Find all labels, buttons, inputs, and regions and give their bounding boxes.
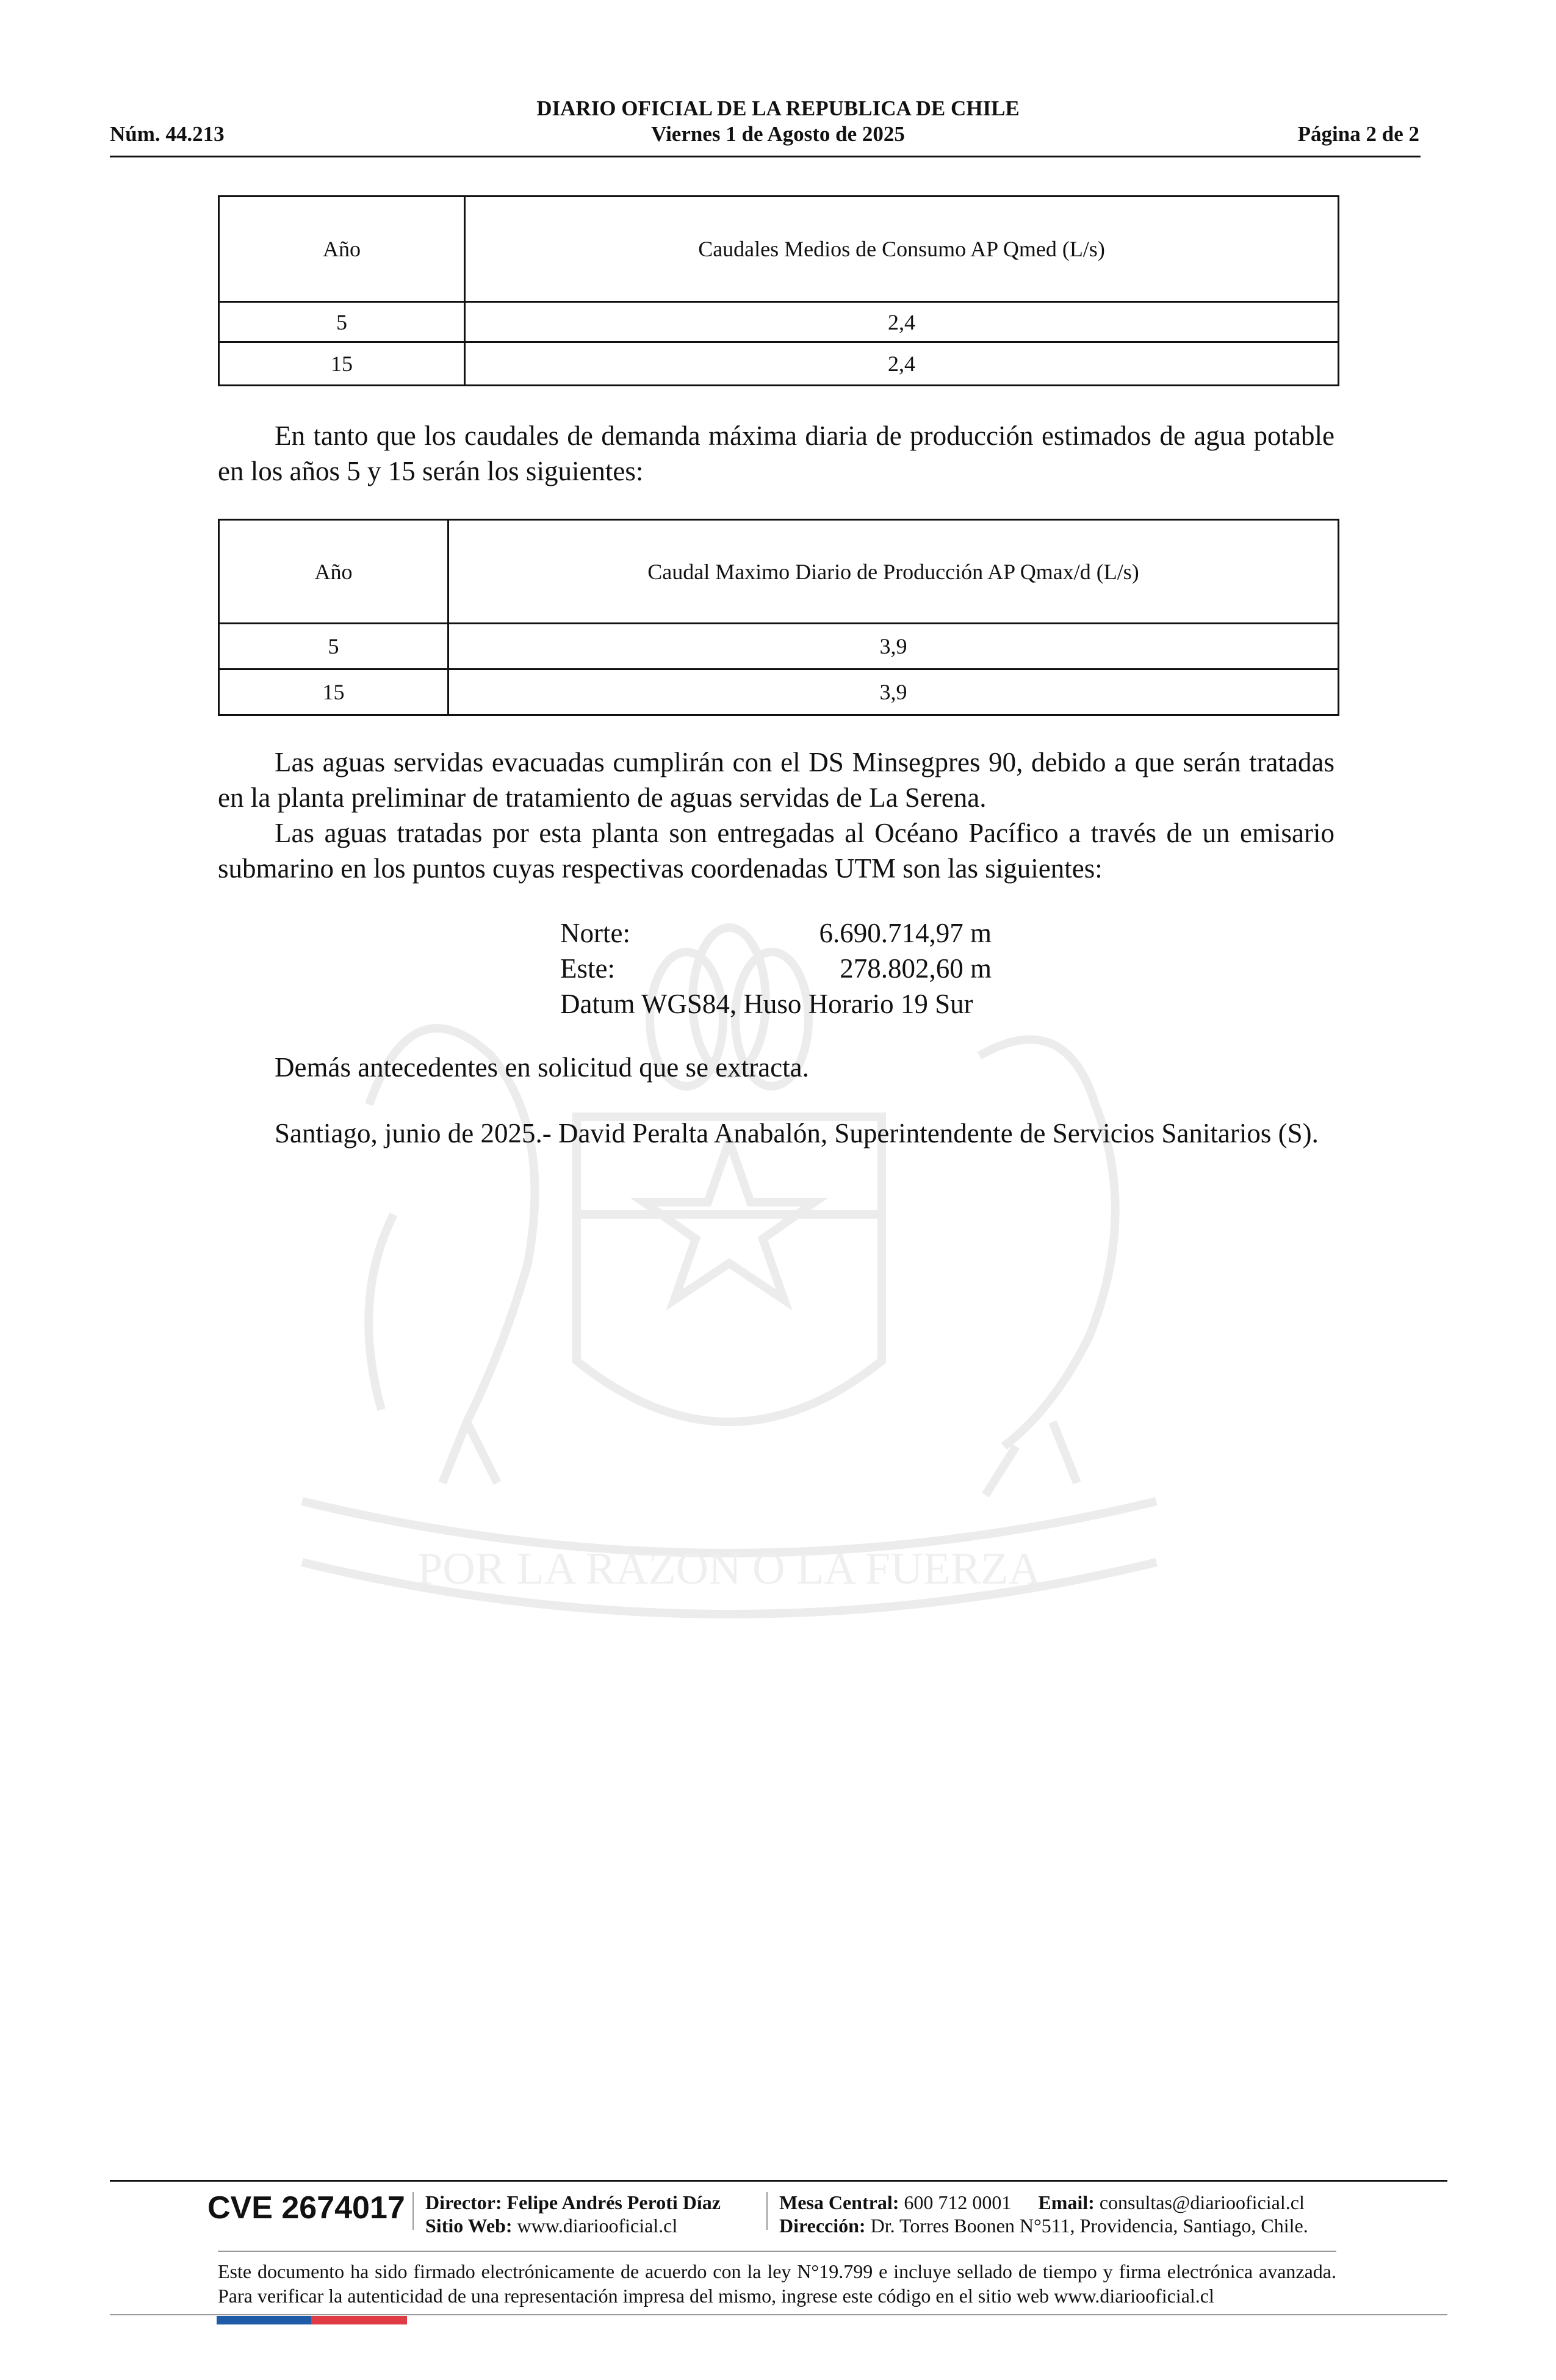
paragraph-other-background: Demás antecedentes en solicitud que se extracta. [275, 1052, 809, 1083]
website-line [425, 2214, 677, 2237]
director-line [425, 2191, 721, 2214]
table1-cell-year: 5 [219, 302, 465, 342]
issue-date: Viernes 1 de Agosto de 2025 [651, 122, 905, 146]
address-value: Dr. Torres Boonen N°511, Providencia, Santiago, Chile. [870, 2215, 1308, 2237]
footer-separator [412, 2192, 414, 2230]
norte-label: Norte: [560, 918, 630, 948]
director-name: Felipe Andrés Peroti Díaz [506, 2191, 721, 2213]
paragraph-signature: Santiago, junio de 2025.- David Peralta Anabalón, Superintendente de Servicios Sanitarios (S). [275, 1118, 1319, 1149]
contact-line [779, 2191, 1305, 2214]
email-link[interactable]: consultas@diariooficial.cl [1099, 2191, 1305, 2213]
watermark-motto: POR LA RAZON O LA FUERZA [417, 1544, 1041, 1594]
website-label: Sitio Web: [425, 2215, 513, 2237]
footer-inner-divider [218, 2251, 1336, 2252]
table2-cell-year: 5 [219, 624, 448, 669]
table1-cell-flow: 2,4 [465, 302, 1339, 342]
table-row [219, 669, 1339, 715]
address-label: Dirección: [779, 2215, 866, 2237]
director-label: Director: [425, 2191, 502, 2213]
footer-bottom-divider [110, 2314, 1447, 2315]
datum-text: Datum WGS84, Huso Horario 19 Sur [560, 989, 973, 1019]
header-divider [110, 156, 1421, 157]
table2-cell-flow: 3,9 [448, 669, 1339, 715]
este-value: 278.802,60 m [840, 953, 992, 984]
paragraph-outfall-coordinates: Las aguas tratadas por esta planta son entregadas al Océano Pacífico a través de un emisario submarino en los puntos cuyas respectivas coordenadas UTM son las siguientes: [218, 818, 1334, 884]
table2-cell-year: 15 [219, 669, 448, 715]
table1-header-flow: Caudales Medios de Consumo AP Qmed (L/s) [465, 197, 1339, 302]
table2-header-year: Año [219, 520, 448, 624]
page-indicator: Página 2 de 2 [1297, 122, 1419, 146]
website-link[interactable]: www.diariooficial.cl [517, 2215, 678, 2237]
electronic-signature-notice: Este documento ha sido firmado electrónicamente de acuerdo con la ley N°19.799 e incluye sellado de tiempo y firma electrónica avanzada. Para verificar la autenticidad de una representación impresa del mismo, ingrese este código en el sitio web www.diariooficial.cl [218, 2260, 1336, 2307]
mesa-central-label: Mesa Central: [779, 2191, 899, 2213]
flag-stripe-blue [217, 2316, 311, 2324]
table-row [219, 342, 1339, 386]
este-label: Este: [560, 953, 615, 984]
newspaper-title: DIARIO OFICIAL DE LA REPUBLICA DE CHILE [536, 96, 1020, 120]
norte-value: 6.690.714,97 m [819, 918, 992, 948]
max-production-flow-table [218, 519, 1339, 716]
mesa-central-phone: 600 712 0001 [904, 2191, 1012, 2213]
address-line [779, 2214, 1308, 2237]
paragraph-wastewater-treatment: Las aguas servidas evacuadas cumplirán con el DS Minsegpres 90, debido a que serán tratadas en la planta preliminar de tratamiento de aguas servidas de La Serena. [218, 747, 1334, 813]
email-label: Email: [1038, 2191, 1095, 2213]
table2-cell-flow: 3,9 [448, 624, 1339, 669]
table1-cell-flow: 2,4 [465, 342, 1339, 386]
paragraph-max-demand-intro: En tanto que los caudales de demanda máxima diaria de producción estimados de agua potable en los años 5 y 15 serán los siguientes: [218, 420, 1334, 486]
flag-stripe-red [311, 2316, 407, 2324]
issue-number: Núm. 44.213 [110, 122, 225, 146]
table-row [219, 302, 1339, 342]
table2-header-flow: Caudal Maximo Diario de Producción AP Qmax/d (L/s) [448, 520, 1339, 624]
table1-header-year: Año [219, 197, 465, 302]
table1-cell-year: 15 [219, 342, 465, 386]
table-row [219, 624, 1339, 669]
footer-divider [110, 2180, 1447, 2182]
consumption-flow-table [218, 195, 1339, 386]
cve-code: CVE 2674017 [207, 2190, 405, 2226]
footer-separator [766, 2192, 768, 2230]
